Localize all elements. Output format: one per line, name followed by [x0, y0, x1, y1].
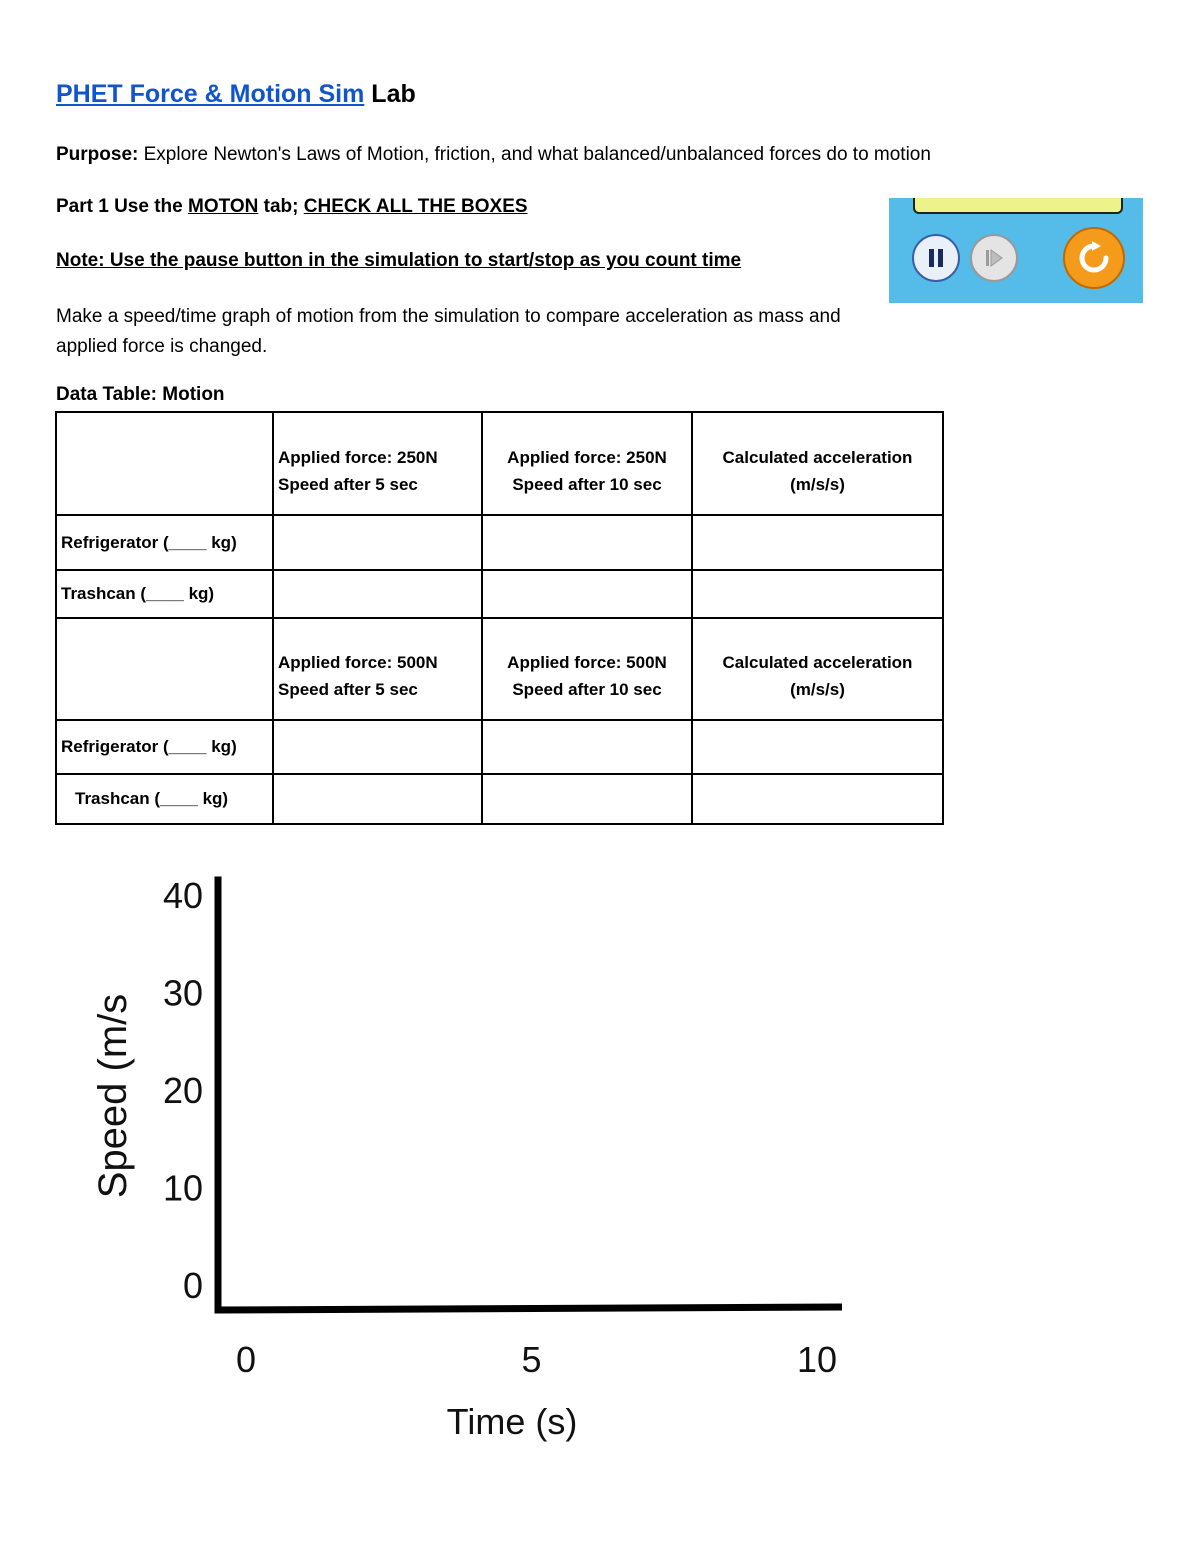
- y-tick-label: 20: [162, 1070, 203, 1111]
- part1-tab-name: MOTON: [188, 196, 259, 217]
- header-line-1: Applied force: 250N: [507, 447, 667, 467]
- header-line-1: Calculated acceleration: [722, 447, 913, 467]
- header-line-2: (m/s/s): [790, 474, 845, 494]
- reset-icon: [1076, 240, 1112, 276]
- purpose-label: Purpose:: [56, 144, 139, 165]
- x-axis-line: [218, 1307, 842, 1310]
- note-line: Note: Use the pause button in the simulation to start/stop as you count time: [56, 250, 742, 271]
- chart-axes: [218, 880, 842, 1310]
- table-header-row: [56, 412, 943, 515]
- table-header-row: [56, 618, 943, 720]
- row-label: Trashcan (____ kg): [56, 774, 273, 824]
- table-row: [56, 774, 943, 824]
- header-line-2: (m/s/s): [790, 680, 845, 699]
- table-row: [56, 720, 943, 774]
- part1-heading: [56, 196, 528, 218]
- sim-slider-track: [913, 198, 1123, 214]
- x-tick-label: 10: [796, 1339, 838, 1380]
- step-icon: [983, 247, 1005, 269]
- blank-answer-cell[interactable]: [273, 570, 482, 618]
- table-row: [56, 570, 943, 618]
- motion-data-table: [55, 411, 944, 825]
- blank-answer-cell[interactable]: [482, 570, 692, 618]
- x-tick-label: 5: [521, 1339, 542, 1380]
- blank-answer-cell[interactable]: [482, 774, 692, 824]
- y-tick-label: 0: [182, 1265, 203, 1306]
- header-line-1: Calculated acceleration: [722, 653, 913, 672]
- table-corner-cell: [56, 412, 273, 515]
- table-header-cell: [482, 412, 692, 515]
- sim-controls-screenshot: [889, 198, 1143, 303]
- row-label: Trashcan (____ kg): [56, 570, 273, 618]
- blank-answer-cell[interactable]: [273, 515, 482, 570]
- y-tick-label: 40: [162, 875, 203, 916]
- header-line-2: Speed after 5 sec: [278, 474, 418, 494]
- table-header-cell: [692, 412, 943, 515]
- speed-time-graph: [0, 840, 1200, 1480]
- blank-answer-cell[interactable]: [692, 720, 943, 774]
- step-button[interactable]: [970, 234, 1018, 282]
- blank-answer-cell[interactable]: [273, 720, 482, 774]
- x-tick-label: 0: [235, 1339, 257, 1380]
- header-line-1: Applied force: 250N: [278, 447, 438, 467]
- y-tick-label: 30: [162, 972, 203, 1014]
- sim-link[interactable]: PHET Force & Motion Sim: [56, 80, 365, 108]
- header-line-1: Applied force: 500N: [278, 653, 438, 672]
- header-line-2: Speed after 10 sec: [512, 474, 662, 494]
- row-label: Refrigerator (____ kg): [56, 720, 273, 774]
- header-line-1: Applied force: 500N: [507, 653, 667, 672]
- instructions: Make a speed/time graph of motion from the simulation to compare acceleration as mass and applied force is changed.: [56, 306, 841, 357]
- pause-button[interactable]: [912, 234, 960, 282]
- blank-answer-cell[interactable]: [692, 774, 943, 824]
- header-line-2: Speed after 10 sec: [512, 680, 662, 699]
- blank-answer-cell[interactable]: [692, 515, 943, 570]
- header-line-2: Speed after 5 sec: [278, 680, 418, 699]
- blank-answer-cell[interactable]: [482, 515, 692, 570]
- pause-icon: [926, 247, 946, 269]
- y-axis-label: Speed (m/s: [91, 993, 135, 1199]
- table-title: Data Table: Motion: [56, 384, 225, 405]
- blank-answer-cell[interactable]: [692, 570, 943, 618]
- purpose-line: [56, 144, 931, 166]
- table-header-cell: [273, 618, 482, 720]
- reset-button[interactable]: [1063, 227, 1125, 289]
- table-header-cell: [482, 618, 692, 720]
- part1-prefix: Part 1 Use the: [56, 196, 188, 217]
- document-title: [56, 80, 416, 109]
- table-row: [56, 515, 943, 570]
- part1-middle: tab;: [258, 196, 304, 217]
- table-header-cell: [692, 618, 943, 720]
- row-label: Refrigerator (____ kg): [56, 515, 273, 570]
- blank-answer-cell[interactable]: [482, 720, 692, 774]
- y-tick-label: 10: [162, 1167, 203, 1209]
- part1-emphasis: CHECK ALL THE BOXES: [303, 196, 528, 217]
- blank-answer-cell[interactable]: [273, 774, 482, 824]
- table-corner-cell: [56, 618, 273, 720]
- title-suffix: Lab: [364, 80, 416, 108]
- table-header-cell: [273, 412, 482, 515]
- purpose-text: Explore Newton's Laws of Motion, friction, and what balanced/unbalanced forces do to motion: [138, 144, 931, 165]
- x-axis-label: Time (s): [446, 1401, 578, 1442]
